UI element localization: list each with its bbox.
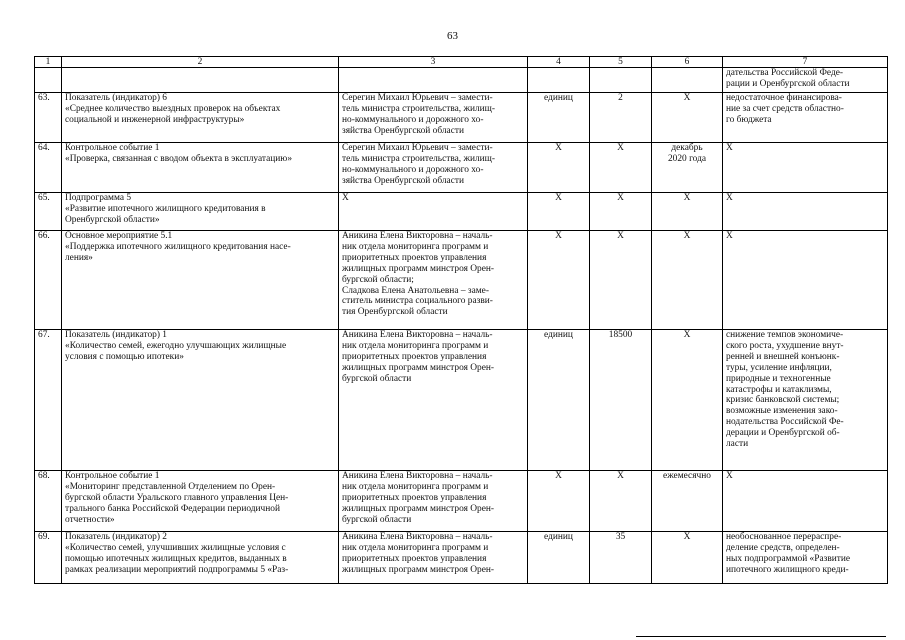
unit: единиц <box>528 93 590 143</box>
risk-description: необоснованное перераспре- деление средств, определен- ных подпрограммой «Развитие ипотечного жилищного креди- <box>723 532 888 584</box>
responsible-person: Аникина Елена Викторовна – началь- ник отдела мониторинга программ и приоритетных проектов управления жилищных программ минстроя Орен- бургской области; Сладкова Елена Анатольевна – замe- ститель министра социального разви- тия Оренбургской области <box>339 231 528 330</box>
row-number: 65. <box>35 193 62 231</box>
item-name <box>62 68 339 93</box>
value: 2 <box>590 93 652 143</box>
page-number: 63 <box>447 30 458 42</box>
responsible-person: Х <box>339 193 528 231</box>
item-name: Основное мероприятие 5.1 «Поддержка ипотечного жилищного кредитования насе- ления» <box>62 231 339 330</box>
responsible-person <box>339 68 528 93</box>
column-number: 4 <box>528 57 590 68</box>
footer-rule <box>636 636 886 637</box>
responsible-person: Аникина Елена Викторовна – началь- ник отдела мониторинга программ и приоритетных проектов управления жилищных программ минстроя Орен- <box>339 532 528 584</box>
table-row <box>35 93 888 143</box>
value: Х <box>590 193 652 231</box>
table-row <box>35 330 888 471</box>
column-number: 2 <box>62 57 339 68</box>
row-number: 68. <box>35 471 62 532</box>
column-number: 6 <box>652 57 723 68</box>
table-row <box>35 471 888 532</box>
row-number: 64. <box>35 143 62 193</box>
column-number: 5 <box>590 57 652 68</box>
table-row <box>35 143 888 193</box>
value: Х <box>590 231 652 330</box>
responsible-person: Серегин Михаил Юрьевич – замести- тель министра строительства, жилищ- но-коммунального и дорожного хо- зяйства Оренбургской области <box>339 93 528 143</box>
item-name: Показатель (индикатор) 2 «Количество семей, улучшивших жилищные условия с помощью ипотечных жилищных кредитов, выданных в рамках реализации мероприятий подпрограммы 5 «Раз- <box>62 532 339 584</box>
unit: Х <box>528 143 590 193</box>
column-number: 3 <box>339 57 528 68</box>
deadline: Х <box>652 193 723 231</box>
row-number: 67. <box>35 330 62 471</box>
risk-description: Х <box>723 471 888 532</box>
risk-description: недостаточное финансирова- ние за счет средств областно- го бюджета <box>723 93 888 143</box>
item-name: Контрольное событие 1 «Мониторинг представленной Отделением по Орен- бургской области Уральского главного управления Цен- трального банка Российской Федерации периодичной отчетности» <box>62 471 339 532</box>
risk-description: снижение темпов экономиче- ского роста, ухудшение внут- ренней и внешней конъюнк- туры, усиление инфляции, природные и техногенные катастрофы и катаклизмы, кризис банковской системы; возможные изменения зако- нодательства Российской Фе- дерации и Оренбургской об- ласти <box>723 330 888 471</box>
program-table <box>34 56 888 584</box>
value: Х <box>590 143 652 193</box>
responsible-person: Серегин Михаил Юрьевич – замести- тель министра строительства, жилищ- но-коммунального и дорожного хо- зяйства Оренбургской области <box>339 143 528 193</box>
risk-description: дательства Российской Феде- рации и Оренбургской области <box>723 68 888 93</box>
responsible-person: Аникина Елена Викторовна – началь- ник отдела мониторинга программ и приоритетных проектов управления жилищных программ минстроя Орен- бургской области <box>339 471 528 532</box>
table-row <box>35 68 888 93</box>
risk-description: Х <box>723 143 888 193</box>
deadline: ежемесячно <box>652 471 723 532</box>
risk-description: Х <box>723 193 888 231</box>
unit: единиц <box>528 330 590 471</box>
deadline <box>652 68 723 93</box>
item-name: Показатель (индикатор) 1 «Количество семей, ежегодно улучшающих жилищные условия с помощью ипотеки» <box>62 330 339 471</box>
responsible-person: Аникина Елена Викторовна – началь- ник отдела мониторинга программ и приоритетных проектов управления жилищных программ минстроя Орен- бургской области <box>339 330 528 471</box>
item-name: Показатель (индикатор) 6 «Среднее количество выездных проверок на объектах социальной и инженерной инфраструктуры» <box>62 93 339 143</box>
table-row <box>35 231 888 330</box>
value: 18500 <box>590 330 652 471</box>
row-number: 69. <box>35 532 62 584</box>
unit: Х <box>528 231 590 330</box>
column-number-row <box>35 57 888 68</box>
unit <box>528 68 590 93</box>
risk-description: Х <box>723 231 888 330</box>
unit: единиц <box>528 532 590 584</box>
unit: Х <box>528 193 590 231</box>
item-name: Подпрограмма 5 «Развитие ипотечного жилищного кредитования в Оренбургской области» <box>62 193 339 231</box>
table-row <box>35 193 888 231</box>
deadline: Х <box>652 93 723 143</box>
row-number <box>35 68 62 93</box>
deadline: декабрь 2020 года <box>652 143 723 193</box>
deadline: Х <box>652 330 723 471</box>
unit: Х <box>528 471 590 532</box>
row-number: 66. <box>35 231 62 330</box>
value: Х <box>590 471 652 532</box>
value <box>590 68 652 93</box>
item-name: Контрольное событие 1 «Проверка, связанная с вводом объекта в эксплуатацию» <box>62 143 339 193</box>
column-number: 7 <box>723 57 888 68</box>
deadline: Х <box>652 532 723 584</box>
table-row <box>35 532 888 584</box>
deadline: Х <box>652 231 723 330</box>
row-number: 63. <box>35 93 62 143</box>
value: 35 <box>590 532 652 584</box>
column-number: 1 <box>35 57 62 68</box>
